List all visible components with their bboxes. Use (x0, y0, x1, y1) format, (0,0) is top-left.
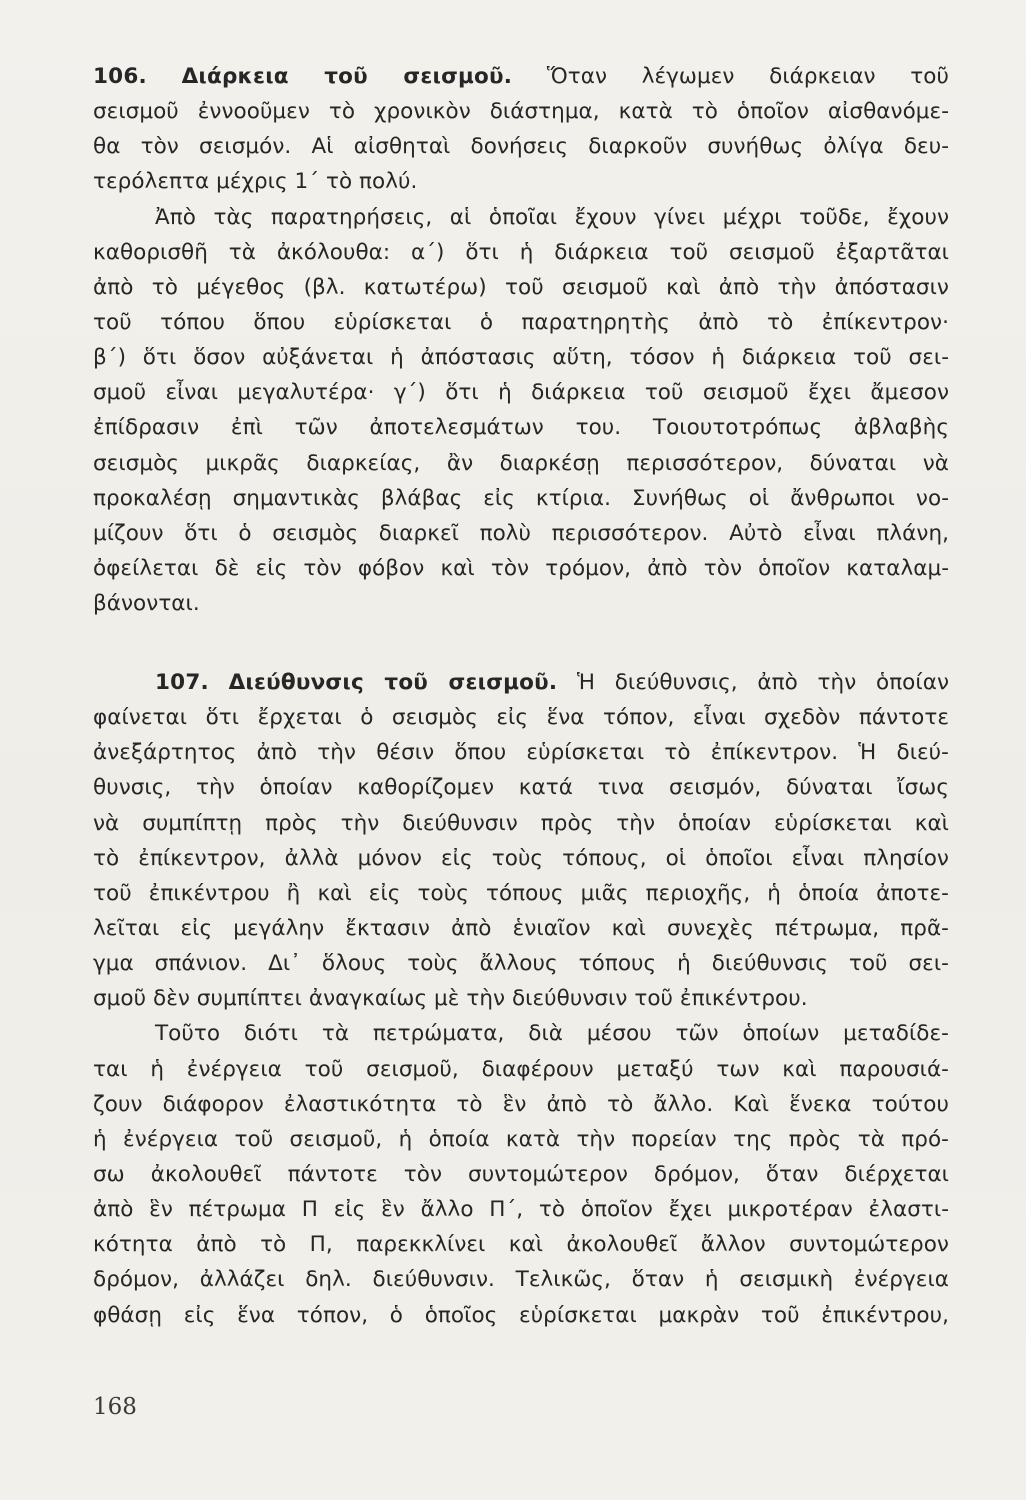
text-line: Τοῦτο διότι τὰ πετρώματα, διὰ μέσου τῶν ὁποίων μεταδίδε- (155, 1021, 949, 1047)
text-line: θα τὸν σεισμόν. Αἱ αἰσθηταὶ δονήσεις διαρκοῦν συνήθως ὀλίγα δευ- (93, 134, 949, 160)
section-107 (93, 665, 949, 1333)
text-line: Ὅταν λέγωμεν διάρκειαν τοῦ (546, 64, 949, 89)
text-line: τερόλεπτα μέχρις 1΄ τὸ πολύ. (93, 169, 418, 195)
text-line: ἀπὸ ἓν πέτρωμα Π εἰς ἓν ἄλλο Π΄, τὸ ὁποῖον ἔχει μικροτέραν ἐλαστι- (93, 1197, 949, 1223)
text-line: βάνονται. (93, 591, 200, 617)
text-line: τοῦ ἐπικέντρου ἢ καὶ εἰς τοὺς τόπους μιᾶς περιοχῆς, ἡ ὁποία ἀποτε- (93, 880, 949, 906)
text-line: νὰ συμπίπτῃ πρὸς τὴν διεύθυνσιν πρὸς τὴν ὁποίαν εὑρίσκεται καὶ (93, 810, 949, 836)
text-line: θυνσις, τὴν ὁποίαν καθορίζομεν κατά τινα σεισμόν, δύναται ἴσως (93, 775, 949, 801)
text-line: σω ἀκολουθεῖ πάντοτε τὸν συντομώτερον δρόμον, ὅταν διέρχεται (93, 1161, 949, 1187)
text-line: ἡ ἐνέργεια τοῦ σεισμοῦ, ἡ ὁποία κατὰ τὴν πορείαν της πρὸς τὰ πρό- (93, 1126, 949, 1152)
text-line: Ἀπὸ τὰς παρατηρήσεις, αἱ ὁποῖαι ἔχουν γίνει μέχρι τοῦδε, ἔχουν (155, 204, 949, 230)
text-line: κότητα ἀπὸ τὸ Π, παρεκκλίνει καὶ ἀκολουθεῖ ἄλλον συντομώτερον (93, 1232, 949, 1258)
text-line: ἀπὸ τὸ μέγεθος (βλ. κατωτέρω) τοῦ σεισμοῦ καὶ ἀπὸ τὴν ἀπόστασιν (93, 274, 949, 300)
text-line: Ἡ διεύθυνσις, ἀπὸ τὴν ὁποίαν (576, 670, 949, 695)
text-line: λεῖται εἰς μεγάλην ἔκτασιν ἀπὸ ἑνιαῖον καὶ συνεχὲς πέτρωμα, πρᾶ- (93, 915, 949, 941)
text-line: τοῦ τόπου ὅπου εὑρίσκεται ὁ παρατηρητὴς ἀπὸ τὸ ἐπίκεντρον· (93, 309, 949, 335)
text-line: τὸ ἐπίκεντρον, ἀλλὰ μόνον εἰς τοὺς τόπους, οἱ ὁποῖοι εἶναι πλησίον (93, 845, 949, 871)
text-line: φθάσῃ εἰς ἕνα τόπον, ὁ ὁποῖος εὑρίσκεται μακρὰν τοῦ ἐπικέντρου, (93, 1302, 949, 1328)
text-line: γμα σπάνιον. Δι᾿ ὅλους τοὺς ἄλλους τόπους ἡ διεύθυνσις τοῦ σει- (93, 951, 949, 977)
section-number: 107. (155, 670, 209, 695)
text-line: σμοῦ εἶναι μεγαλυτέρα· γ΄) ὅτι ἡ διάρκεια τοῦ σεισμοῦ ἔχει ἄμεσον (93, 380, 949, 406)
section-heading: Διεύθυνσις τοῦ σεισμοῦ. (228, 670, 558, 695)
text-line: σεισμοῦ ἐννοοῦμεν τὸ χρονικὸν διάστημα, κατὰ τὸ ὁποῖον αἰσθανόμε- (93, 99, 949, 125)
text-line: δρόμον, ἀλλάζει δηλ. διεύθυνσιν. Τελικῶς, ὅταν ἡ σεισμικὴ ἐνέργεια (93, 1267, 949, 1293)
text-line: σμοῦ δὲν συμπίπτει ἀναγκαίως μὲ τὴν διεύθυνσιν τοῦ ἐπικέντρου. (93, 986, 808, 1012)
text-line: ται ἡ ἐνέργεια τοῦ σεισμοῦ, διαφέρουν μεταξύ των καὶ παρουσιά- (93, 1056, 949, 1082)
section-107-first-line (93, 665, 949, 700)
section-heading: Διάρκεια τοῦ σεισμοῦ. (181, 64, 513, 89)
section-number: 106. (93, 64, 147, 89)
text-line: καθορισθῆ τὰ ἀκόλουθα: α΄) ὅτι ἡ διάρκεια τοῦ σεισμοῦ ἐξαρτᾶται (93, 239, 949, 265)
text-line: ζουν διάφορον ἐλαστικότητα τὸ ἓν ἀπὸ τὸ ἄλλο. Καὶ ἕνεκα τούτου (93, 1091, 949, 1117)
page-number: 168 (93, 1394, 137, 1420)
text-line: προκαλέσῃ σημαντικὰς βλάβας εἰς κτίρια. Συνήθως οἱ ἄνθρωποι νο- (93, 485, 949, 511)
text-line: ἐπίδρασιν ἐπὶ τῶν ἀποτελεσμάτων του. Τοιουτοτρόπως ἀβλαβὴς (93, 415, 949, 441)
section-106 (93, 59, 949, 621)
text-line: φαίνεται ὅτι ἔρχεται ὁ σεισμὸς εἰς ἕνα τόπον, εἶναι σχεδὸν πάντοτε (93, 705, 949, 731)
text-line: σεισμὸς μικρᾶς διαρκείας, ἂν διαρκέσῃ περισσότερον, δύναται νὰ (93, 450, 949, 476)
text-line: ὀφείλεται δὲ εἰς τὸν φόβον καὶ τὸν τρόμον, ἀπὸ τὸν ὁποῖον καταλαμ- (93, 555, 949, 581)
section-106-first-line (93, 59, 949, 94)
text-line: ἀνεξάρτητος ἀπὸ τὴν θέσιν ὅπου εὑρίσκεται τὸ ἐπίκεντρον. Ἡ διεύ- (93, 740, 949, 766)
text-line: β΄) ὅτι ὅσον αὐξάνεται ἡ ἀπόστασις αὕτη, τόσον ἡ διάρκεια τοῦ σει- (93, 345, 949, 371)
text-line: μίζουν ὅτι ὁ σεισμὸς διαρκεῖ πολὺ περισσότερον. Αὐτὸ εἶναι πλάνη, (93, 520, 949, 546)
